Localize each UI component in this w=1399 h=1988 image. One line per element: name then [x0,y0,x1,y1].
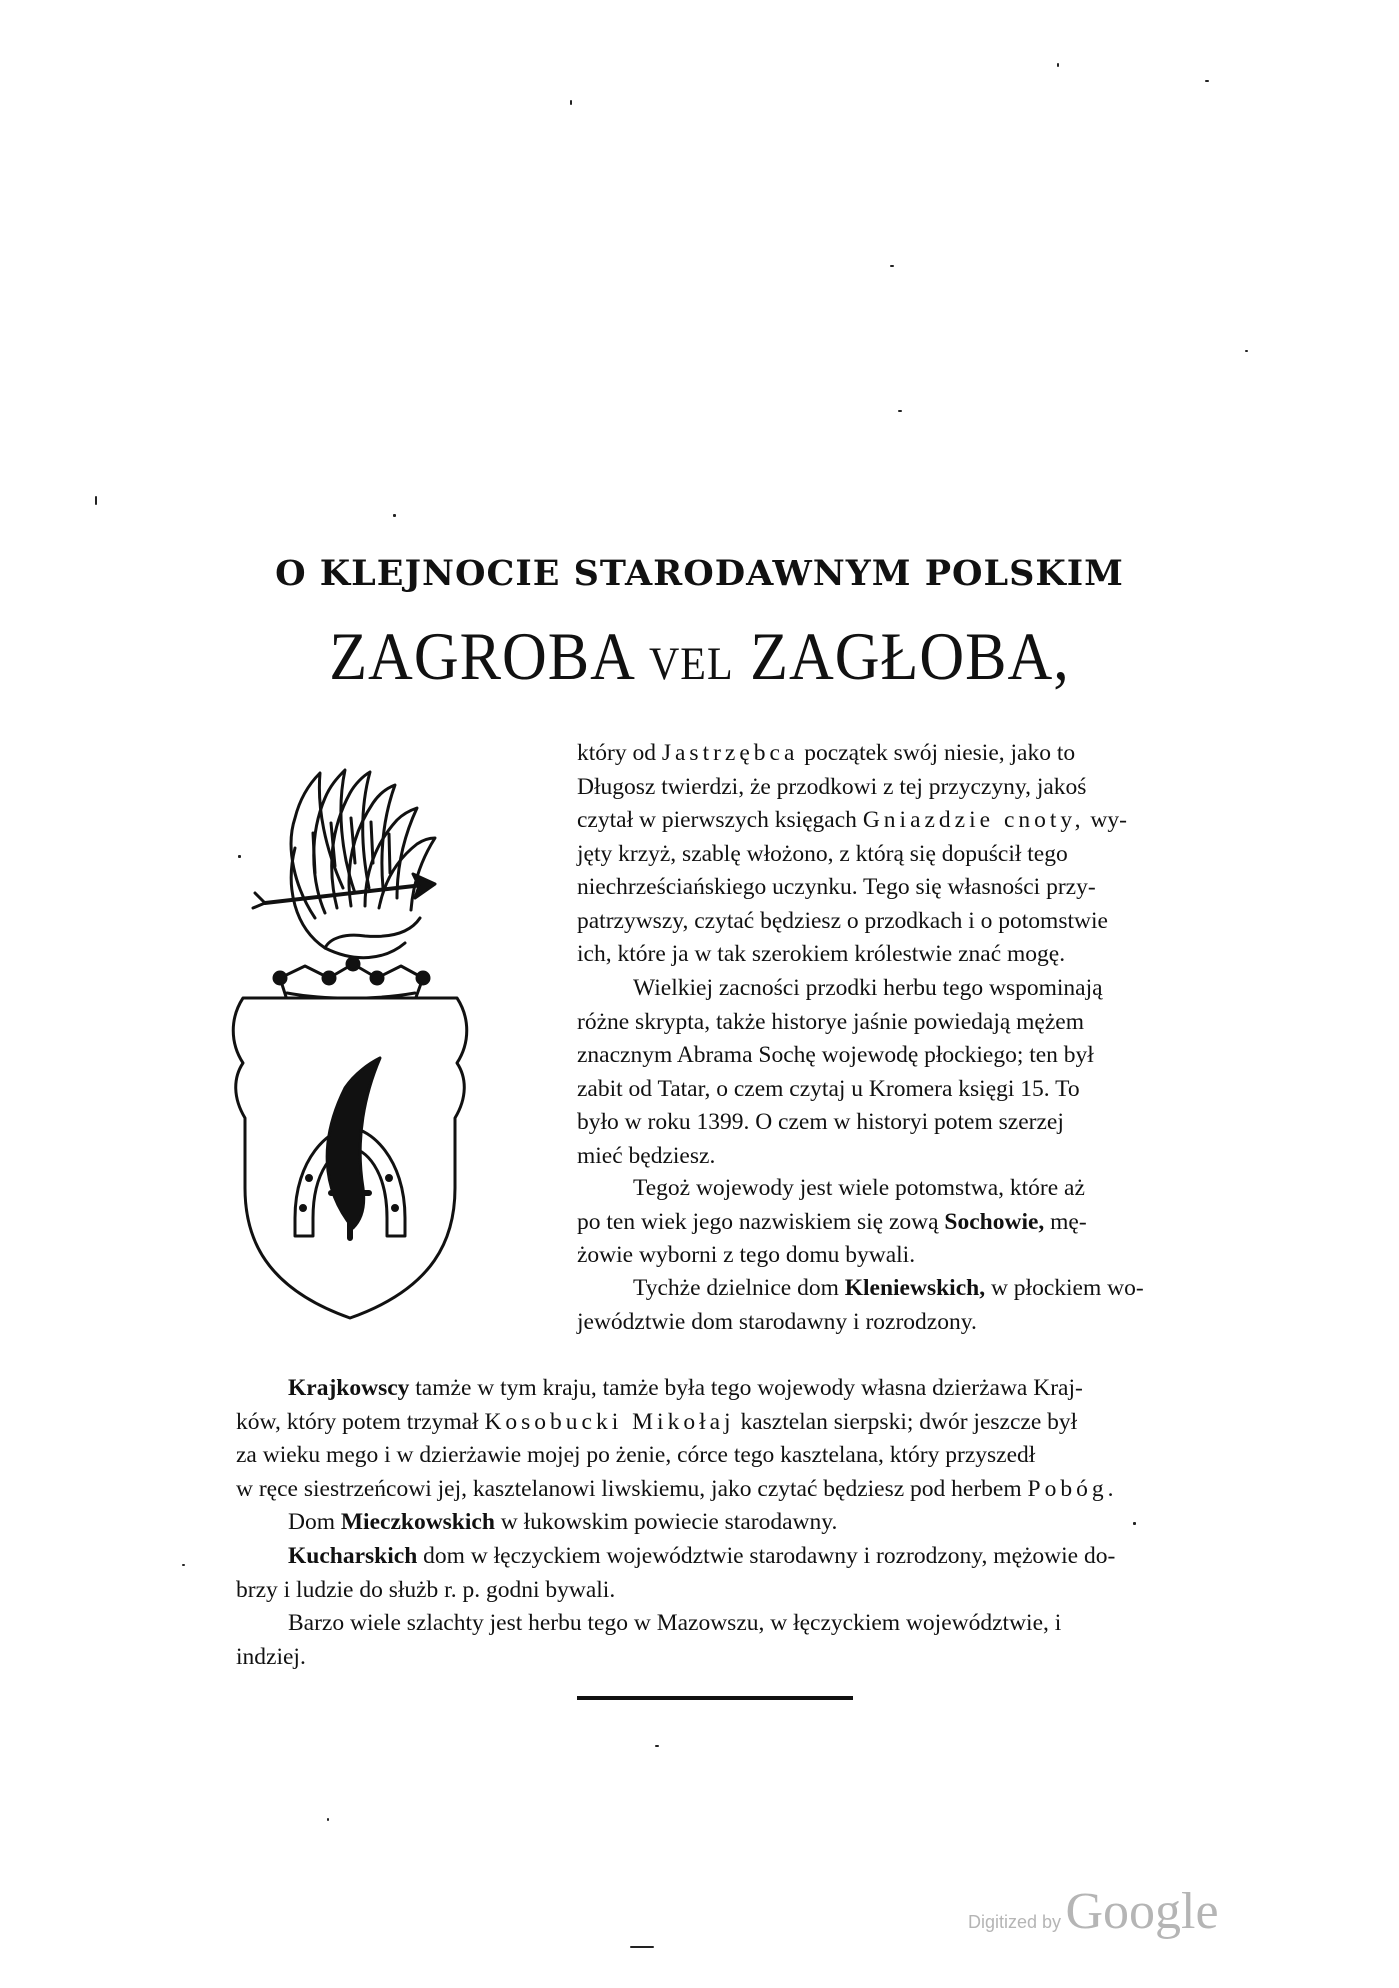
text-line [236,1641,1265,1675]
text-line [577,838,1265,872]
scan-speck [1205,80,1209,82]
paragraph-1 [577,737,1265,972]
google-logo: Google [1065,1883,1219,1940]
paragraph-6 [236,1506,1265,1540]
text-run: Wielkiej zacności przodki herbu tego wspominają [633,975,1103,1001]
text-line [577,1239,1265,1273]
text-run: kasztelan sierpski; dwór jeszcze był [734,1408,1078,1435]
title-name-a: ZAGROBA [329,619,633,695]
text-run: w płockiem wo- [985,1275,1144,1301]
text-line [236,1607,1265,1641]
spaced-name: Kosobucki Mikołaj [484,1408,735,1435]
coat-of-arms-icon [225,738,525,1320]
spaced-name: Pobóg. [1027,1475,1118,1502]
text-run: znacznym Abrama Sochę wojewodę płockiego; ten był [577,1042,1094,1068]
bold-name: Mieczkowskich [340,1509,495,1535]
text-run: w łukowskim powiecie starodawny. [494,1509,838,1535]
text-run: było w roku 1399. O czem w historyi potem szerzej [577,1109,1064,1135]
text-line [236,1473,1265,1507]
text-line [236,1506,1265,1540]
text-run: mę- [1044,1208,1087,1235]
text-run: patrzywszy, czytać będziesz o przodkach i o potomstwie [577,907,1108,934]
paragraph-3 [577,1172,1265,1273]
scan-speck [630,1946,654,1948]
text-line [236,1540,1265,1574]
text-run: jewództwie dom starodawny i rozrodzony. [577,1308,977,1335]
text-run: dom w łęczyckiem województwie starodawny i rozrodzony, mężowie do- [417,1543,1116,1569]
text-run: Barzo wiele szlachty jest herbu tego w Mazowszu, w łęczyckiem województwie, i [288,1610,1062,1636]
bold-name: Krajkowscy [288,1375,410,1401]
paragraph-4 [577,1272,1265,1339]
text-run: indziej. [236,1643,306,1670]
text-line [577,1272,1265,1306]
text-run: jęty krzyż, szablę włożono, z którą się dopuścił tego [577,840,1068,867]
text-line [236,1439,1265,1473]
scan-speck [898,410,902,412]
text-run: początek swój niesie, jako to [798,740,1076,766]
text-line [577,771,1265,805]
text-run: za wieku mego i w dzierżawie mojej po żenie, córce tego kasztelana, który przyszedł [236,1442,1036,1468]
digitized-watermark [968,1882,1219,1941]
text-line [236,1574,1265,1608]
text-line [577,938,1265,972]
spaced-name: Jastrzębca [661,740,799,766]
text-run: różne skrypta, także historye jaśnie powiedają mężem [577,1008,1085,1035]
text-line [236,1406,1265,1440]
digitized-label: Digitized by [968,1912,1062,1932]
text-run: Tegoż wojewody jest wiele potomstwa, które aż [633,1175,1085,1201]
text-line [577,1073,1265,1107]
text-line [577,1140,1265,1174]
text-line [577,1172,1265,1206]
text-run: żowie wyborni z tego domu bywali. [577,1242,916,1268]
page-title [0,618,1399,696]
text-run: czytał w pierwszych księgach [577,807,863,833]
bold-name: Sochowie, [944,1208,1045,1235]
text-run: tamże w tym kraju, tamże była tego wojewody własna dzierżawa Kraj- [409,1375,1083,1401]
text-line [577,1206,1265,1240]
text-line [577,1006,1265,1040]
text-line [577,871,1265,905]
spaced-name: Gniazdzie cnoty, [862,807,1085,833]
title-name-b: ZAGŁOBA, [750,619,1070,695]
text-run: Tychże dzielnice dom [633,1275,845,1301]
text-line [236,1372,1265,1406]
paragraph-7 [236,1540,1265,1607]
text-run: który od [577,740,662,766]
bold-name: Kleniewskich, [844,1275,986,1301]
scan-speck [393,514,396,517]
text-run: Długosz twierdzi, że przodkowi z tej przyczyny, jakoś [577,773,1087,800]
text-run: niechrześciańskiego uczynku. Tego się własności przy- [577,874,1096,900]
title-vel: VEL [648,639,734,690]
text-line [577,737,1265,771]
text-line [577,1106,1265,1140]
paragraph-5 [236,1372,1265,1506]
scan-speck [1245,350,1248,352]
text-run: zabit od Tatar, o czem czytaj u Kromera księgi 15. To [577,1075,1080,1102]
scan-speck [95,496,97,505]
scan-speck [182,1564,185,1566]
text-run: po ten wiek jego nazwiskiem się zową [577,1208,945,1235]
text-run: w ręce siestrzeńcowi jej, kasztelanowi liwskiemu, jako czytać będziesz pod herbem [236,1475,1028,1502]
scan-speck [890,265,894,267]
text-line [577,972,1265,1006]
scan-speck [570,100,572,105]
scan-speck [655,1745,659,1747]
paragraph-2 [577,972,1265,1173]
end-rule [577,1696,853,1700]
text-run: ich, które ja w tak szerokiem królestwie znać mogę. [577,941,1066,967]
text-run: mieć będziesz. [577,1142,716,1169]
scan-speck [327,1818,329,1821]
paragraph-8 [236,1607,1265,1674]
text-line [577,905,1265,939]
text-run: brzy i ludzie do służb r. p. godni bywali. [236,1576,616,1603]
scan-speck [1057,63,1059,67]
text-run: wy- [1084,807,1127,833]
page-heading: O KLEJNOCIE STARODAWNYM POLSKIM [275,553,1124,594]
text-line [577,1039,1265,1073]
bold-name: Kucharskich [288,1543,418,1569]
text-run: ków, który potem trzymał [236,1408,485,1435]
text-line [577,804,1265,838]
text-run: Dom [288,1509,341,1535]
text-line [577,1306,1265,1340]
